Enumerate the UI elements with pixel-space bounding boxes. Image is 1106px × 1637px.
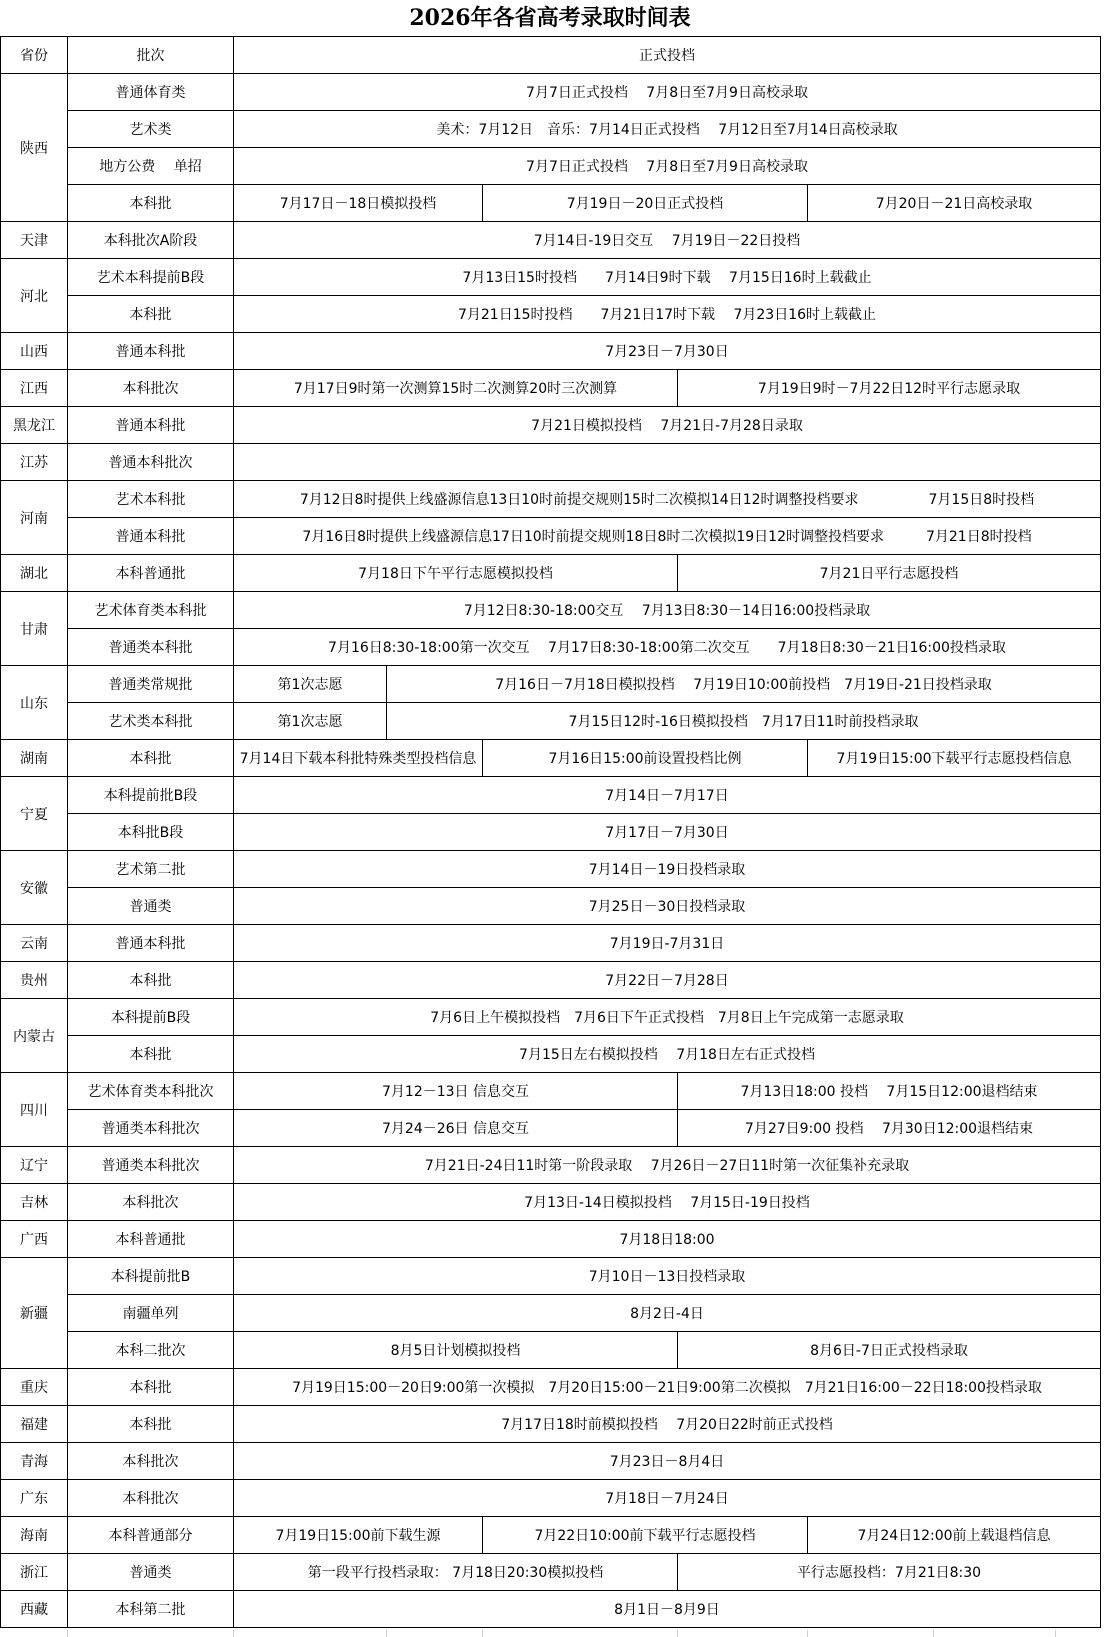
table-row [1, 74, 1101, 111]
table-row [1, 1147, 1101, 1184]
schedule-cell: 7月12日8:30-18:00交互 7月13日8:30－14日16:00投档录取 [234, 592, 1101, 629]
table-row [1, 888, 1101, 925]
table-row [1, 1073, 1101, 1110]
table-row [1, 185, 1101, 222]
sheet-gridlines [0, 1630, 1106, 1637]
batch-cell: 普通本科批次 [68, 444, 234, 481]
province-cell: 山东 [1, 666, 68, 740]
schedule-cell: 7月13日-14日模拟投档 7月15日-19日投档 [234, 1184, 1101, 1221]
batch-cell: 普通体育类 [68, 74, 234, 111]
table-row [1, 259, 1101, 296]
batch-cell: 本科批B段 [68, 814, 234, 851]
table-row [1, 370, 1101, 407]
batch-cell: 本科批 [68, 185, 234, 222]
batch-cell: 本科批 [68, 1406, 234, 1443]
province-cell: 宁夏 [1, 777, 68, 851]
schedule-cell: 7月25日－30日投档录取 [234, 888, 1101, 925]
batch-cell: 艺术类本科批 [68, 703, 234, 740]
batch-cell: 普通本科批 [68, 518, 234, 555]
batch-cell: 本科第二批 [68, 1591, 234, 1628]
province-cell: 四川 [1, 1073, 68, 1147]
batch-cell: 本科批次 [68, 1480, 234, 1517]
province-cell: 江苏 [1, 444, 68, 481]
schedule-cell: 7月7日正式投档 7月8日至7月9日高校录取 [234, 74, 1101, 111]
province-cell: 广西 [1, 1221, 68, 1258]
province-cell: 海南 [1, 1517, 68, 1554]
table-row [1, 1517, 1101, 1554]
province-cell: 内蒙古 [1, 999, 68, 1073]
province-cell: 重庆 [1, 1369, 68, 1406]
schedule-cell: 7月12日8时提供上线盛源信息13日10时前提交规则15时二次模拟14日12时调整投档要求 7月15日8时投档 [234, 481, 1101, 518]
batch-cell: 本科批次A阶段 [68, 222, 234, 259]
schedule-cell: 7月7日正式投档 7月8日至7月9日高校录取 [234, 148, 1101, 185]
table-row [1, 148, 1101, 185]
batch-cell: 本科批 [68, 740, 234, 777]
schedule-cell: 7月20日－21日高校录取 [808, 185, 1101, 222]
table-row [1, 1480, 1101, 1517]
schedule-cell: 7月16日－7月18日模拟投档 7月19日10:00前投档 7月19日-21日投档录取 [387, 666, 1101, 703]
batch-cell: 艺术本科提前B段 [68, 259, 234, 296]
table-row [1, 592, 1101, 629]
province-cell: 浙江 [1, 1554, 68, 1591]
province-cell: 福建 [1, 1406, 68, 1443]
schedule-cell: 7月16日8时提供上线盛源信息17日10时前提交规则18日8时二次模拟19日12时调整投档要求 7月21日8时投档 [234, 518, 1101, 555]
batch-cell: 本科批次 [68, 370, 234, 407]
batch-cell: 本科提前批B段 [68, 777, 234, 814]
schedule-cell: 7月16日8:30-18:00第一次交互 7月17日8:30-18:00第二次交互 7月18日8:30－21日16:00投档录取 [234, 629, 1101, 666]
page-title: 2026年各省高考录取时间表 [409, 5, 691, 31]
province-cell: 安徽 [1, 851, 68, 925]
gridline [677, 1630, 678, 1637]
schedule-cell: 7月15日左右模拟投档 7月18日左右正式投档 [234, 1036, 1101, 1073]
province-cell: 甘肃 [1, 592, 68, 666]
province-cell: 吉林 [1, 1184, 68, 1221]
batch-cell: 普通类本科批次 [68, 1147, 234, 1184]
table-row [1, 925, 1101, 962]
schedule-cell: 7月23日－7月30日 [234, 333, 1101, 370]
table-row [1, 1184, 1101, 1221]
schedule-cell: 7月21日模拟投档 7月21日-7月28日录取 [234, 407, 1101, 444]
table-row [1, 814, 1101, 851]
batch-cell: 本科批次 [68, 1184, 234, 1221]
gridline [67, 1630, 68, 1637]
batch-cell: 普通本科批 [68, 333, 234, 370]
table-row [1, 407, 1101, 444]
table-row [1, 851, 1101, 888]
table-row [1, 629, 1101, 666]
schedule-cell: 7月22日－7月28日 [234, 962, 1101, 999]
schedule-cell: 7月14日-19日交互 7月19日－22日投档 [234, 222, 1101, 259]
table-row [1, 518, 1101, 555]
schedule-cell: 7月14日－19日投档录取 [234, 851, 1101, 888]
schedule-cell: 平行志愿投档：7月21日8:30 [678, 1554, 1101, 1591]
batch-cell: 本科提前批B [68, 1258, 234, 1295]
table-row [1, 1295, 1101, 1332]
batch-cell: 艺术体育类本科批 [68, 592, 234, 629]
schedule-cell: 7月27日9:00 投档 7月30日12:00退档结束 [678, 1110, 1101, 1147]
table-row [1, 1443, 1101, 1480]
batch-cell: 本科普通批 [68, 555, 234, 592]
schedule-cell: 7月13日15时投档 7月14日9时下载 7月15日16时上载截止 [234, 259, 1101, 296]
batch-cell: 本科普通部分 [68, 1517, 234, 1554]
batch-cell: 普通类本科批次 [68, 1110, 234, 1147]
schedule-cell: 7月13日18:00 投档 7月15日12:00退档结束 [678, 1073, 1101, 1110]
province-cell: 青海 [1, 1443, 68, 1480]
header-province: 省份 [1, 37, 68, 74]
batch-cell: 南疆单列 [68, 1295, 234, 1332]
province-cell: 贵州 [1, 962, 68, 999]
schedule-cell: 7月12－13日 信息交互 [234, 1073, 678, 1110]
batch-cell: 本科批次 [68, 1443, 234, 1480]
gridline [933, 1630, 934, 1637]
batch-cell: 本科批 [68, 1369, 234, 1406]
table-row [1, 444, 1101, 481]
table-row [1, 1554, 1101, 1591]
province-cell: 云南 [1, 925, 68, 962]
schedule-cell: 7月21日平行志愿投档 [678, 555, 1101, 592]
province-cell: 天津 [1, 222, 68, 259]
schedule-cell: 7月24日12:00前上载退档信息 [808, 1517, 1101, 1554]
table-row [1, 1369, 1101, 1406]
batch-cell: 本科批 [68, 296, 234, 333]
province-cell: 湖北 [1, 555, 68, 592]
schedule-cell: 8月5日计划模拟投档 [234, 1332, 678, 1369]
batch-cell: 艺术类 [68, 111, 234, 148]
gridline [386, 1630, 387, 1637]
batch-cell: 普通类本科批 [68, 629, 234, 666]
schedule-cell: 7月18日18:00 [234, 1221, 1101, 1258]
schedule-cell: 7月21日15时投档 7月21日17时下载 7月23日16时上载截止 [234, 296, 1101, 333]
gridline [807, 1630, 808, 1637]
header-row [1, 37, 1101, 74]
schedule-cell: 7月19日15:00前下载生源 [234, 1517, 483, 1554]
province-cell: 西藏 [1, 1591, 68, 1628]
batch-cell: 本科批 [68, 962, 234, 999]
table-row [1, 1332, 1101, 1369]
table-row [1, 296, 1101, 333]
schedule-cell: 7月22日10:00前下载平行志愿投档 [483, 1517, 808, 1554]
batch-cell: 普通本科批 [68, 407, 234, 444]
batch-cell: 本科普通批 [68, 1221, 234, 1258]
admission-schedule-table [0, 36, 1101, 1628]
schedule-cell: 第1次志愿 [234, 703, 387, 740]
schedule-cell [234, 444, 1101, 481]
header-batch: 批次 [68, 37, 234, 74]
table-row [1, 962, 1101, 999]
schedule-cell: 8月1日－8月9日 [234, 1591, 1101, 1628]
schedule-cell: 第一段平行投档录取： 7月18日20:30模拟投档 [234, 1554, 678, 1591]
province-cell: 陕西 [1, 74, 68, 222]
schedule-cell: 7月19日15:00下载平行志愿投档信息 [808, 740, 1101, 777]
batch-cell: 本科提前B段 [68, 999, 234, 1036]
schedule-cell: 7月18日－7月24日 [234, 1480, 1101, 1517]
schedule-cell: 7月6日上午模拟投档 7月6日下午正式投档 7月8日上午完成第一志愿录取 [234, 999, 1101, 1036]
province-cell: 河北 [1, 259, 68, 333]
batch-cell: 艺术第二批 [68, 851, 234, 888]
table-row [1, 333, 1101, 370]
batch-cell: 普通类常规批 [68, 666, 234, 703]
batch-cell: 普通类 [68, 888, 234, 925]
schedule-cell: 7月18日下午平行志愿模拟投档 [234, 555, 678, 592]
province-cell: 广东 [1, 1480, 68, 1517]
batch-cell: 地方公费 单招 [68, 148, 234, 185]
table-row [1, 740, 1101, 777]
table-row [1, 703, 1101, 740]
table-row [1, 1258, 1101, 1295]
batch-cell: 艺术本科批 [68, 481, 234, 518]
schedule-cell: 7月10日－13日投档录取 [234, 1258, 1101, 1295]
province-cell: 辽宁 [1, 1147, 68, 1184]
schedule-cell: 7月15日12时-16日模拟投档 7月17日11时前投档录取 [387, 703, 1101, 740]
schedule-cell: 7月19日9时－7月22日12时平行志愿录取 [678, 370, 1101, 407]
schedule-cell: 7月17日－18日模拟投档 [234, 185, 483, 222]
province-cell: 黑龙江 [1, 407, 68, 444]
schedule-cell: 7月19日15:00－20日9:00第一次模拟 7月20日15:00－21日9:00第二次模拟 7月21日16:00－22日18:00投档录取 [234, 1369, 1101, 1406]
table-row [1, 999, 1101, 1036]
batch-cell: 普通类 [68, 1554, 234, 1591]
schedule-cell: 7月14日下载本科批特殊类型投档信息 [234, 740, 483, 777]
table-row [1, 777, 1101, 814]
table-row [1, 1110, 1101, 1147]
batch-cell: 艺术体育类本科批次 [68, 1073, 234, 1110]
province-cell: 山西 [1, 333, 68, 370]
schedule-cell: 7月14日－7月17日 [234, 777, 1101, 814]
header-content: 正式投档 [234, 37, 1101, 74]
schedule-cell: 7月19日-7月31日 [234, 925, 1101, 962]
schedule-cell: 8月6日-7日正式投档录取 [678, 1332, 1101, 1369]
table-row [1, 111, 1101, 148]
schedule-cell: 7月21日-24日11时第一阶段录取 7月26日－27日11时第一次征集补充录取 [234, 1147, 1101, 1184]
schedule-cell: 7月17日－7月30日 [234, 814, 1101, 851]
batch-cell: 普通本科批 [68, 925, 234, 962]
table-row [1, 222, 1101, 259]
schedule-cell: 7月19日－20日正式投档 [483, 185, 808, 222]
schedule-cell: 美术：7月12日 音乐：7月14日正式投档 7月12日至7月14日高校录取 [234, 111, 1101, 148]
table-row [1, 1406, 1101, 1443]
table-row [1, 1591, 1101, 1628]
schedule-cell: 7月23日－8月4日 [234, 1443, 1101, 1480]
schedule-cell: 7月16日15:00前设置投档比例 [483, 740, 808, 777]
schedule-cell: 第1次志愿 [234, 666, 387, 703]
table-row [1, 666, 1101, 703]
province-cell: 河南 [1, 481, 68, 555]
batch-cell: 本科二批次 [68, 1332, 234, 1369]
province-cell: 江西 [1, 370, 68, 407]
schedule-cell: 7月24－26日 信息交互 [234, 1110, 678, 1147]
gridline [482, 1630, 483, 1637]
gridline [233, 1630, 234, 1637]
table-row [1, 555, 1101, 592]
table-row [1, 481, 1101, 518]
schedule-cell: 8月2日-4日 [234, 1295, 1101, 1332]
table-row [1, 1036, 1101, 1073]
province-cell: 新疆 [1, 1258, 68, 1369]
gridline [1055, 1630, 1056, 1637]
schedule-cell: 7月17日18时前模拟投档 7月20日22时前正式投档 [234, 1406, 1101, 1443]
province-cell: 湖南 [1, 740, 68, 777]
schedule-cell: 7月17日9时第一次测算15时二次测算20时三次测算 [234, 370, 678, 407]
table-row [1, 1221, 1101, 1258]
batch-cell: 本科批 [68, 1036, 234, 1073]
